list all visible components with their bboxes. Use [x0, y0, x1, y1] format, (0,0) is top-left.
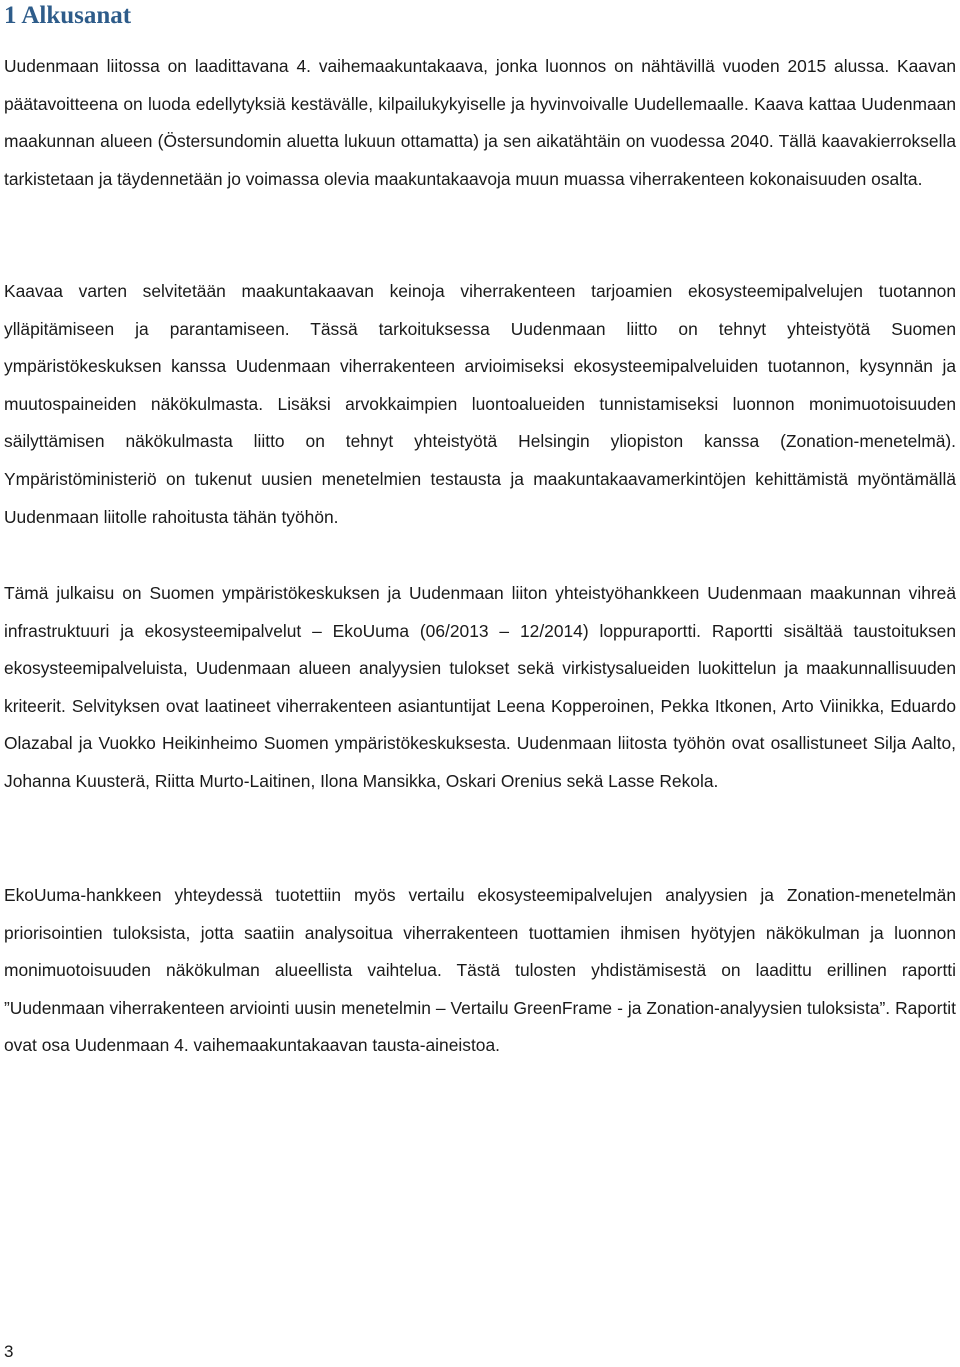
- paragraph-intro: Uudenmaan liitossa on laadittavana 4. vaihemaakuntakaava, jonka luonnos on nähtävillä vuoden 2015 alussa. Kaavan päätavoitteena on luoda edellytyksiä kestävälle, kilpailukykyiselle ja hyvinvoivalle Uudellemaalle. Kaava kattaa Uudenmaan maakunnan alueen (Östersundomin aluetta lukuun ottamatta) ja sen aikatähtäin on vuodessa 2040. Tällä kaavakierroksella tarkistetaan ja täydennetään jo voimassa olevia maakuntakaavoja muun muassa viherrakenteen kokonaisuuden osalta.: [4, 56, 956, 189]
- section-heading: 1 Alkusanat: [4, 2, 132, 29]
- paragraph-publication: Tämä julkaisu on Suomen ympäristökeskuksen ja Uudenmaan liiton yhteistyöhankkeen Uudenmaan maakunnan vihreä infrastruktuuri ja ekosysteemipalvelut – EkoUuma (06/2013 – 12/2014) loppuraportti. Raportti sisältää taustoituksen ekosysteemipalveluista, Uudenmaan alueen analyysien tulokset sekä virkistysalueiden luokittelun ja maakunnallisuuden kriteerit. Selvityksen ovat laatineet viherrakenteen asiantuntijat Leena Kopperoinen, Pekka Itkonen, Arto Viinikka, Eduardo Olazabal ja Vuokko Heikinheimo Suomen ympäristökeskuksesta. Uudenmaan liitosta työhön ovat osallistuneet Silja Aalto, Johanna Kuusterä, Riitta Murto-Laitinen, Ilona Mansikka, Oskari Orenius sekä Lasse Rekola.: [4, 583, 956, 791]
- page-number: 3: [4, 1342, 14, 1361]
- paragraph-methods: Kaavaa varten selvitetään maakuntakaavan keinoja viherrakenteen tarjoamien ekosysteemipalvelujen tuotannon ylläpitämiseen ja parantamiseen. Tässä tarkoituksessa Uudenmaan liitto on tehnyt yhteistyötä Suomen ympäristökeskuksen kanssa Uudenmaan viherrakenteen arvioimiseksi ekosysteemipalveluiden tuotannon, kysynnän ja muutospaineiden näkökulmasta. Lisäksi arvokkaimpien luontoalueiden tunnistamiseksi luonnon monimuotoisuuden säilyttämisen näkökulmasta liitto on tehnyt yhteistyötä Helsingin yliopiston kanssa (Zonation-menetelmä). Ympäristöministeriö on tukenut uusien menetelmien testausta ja maakuntakaavamerkintöjen kehittämistä myöntämällä Uudenmaan liitolle rahoitusta tähän työhön.: [4, 281, 956, 527]
- paragraph-comparison: EkoUuma-hankkeen yhteydessä tuotettiin myös vertailu ekosysteemipalvelujen analyysien ja Zonation-menetelmän priorisointien tuloksista, jotta saatiin analysoitua viherrakenteen tuottamien ihmisen hyötyjen näkökulman ja luonnon monimuotoisuuden näkökulman alueellista vaihtelua. Tästä tulosten yhdistämisestä on laadittu erillinen raportti ”Uudenmaan viherrakenteen arviointi uusin menetelmin – Vertailu GreenFrame - ja Zonation-analyysien tuloksista”. Raportit ovat osa Uudenmaan 4. vaihemaakuntakaavan tausta-aineistoa.: [4, 885, 956, 1056]
